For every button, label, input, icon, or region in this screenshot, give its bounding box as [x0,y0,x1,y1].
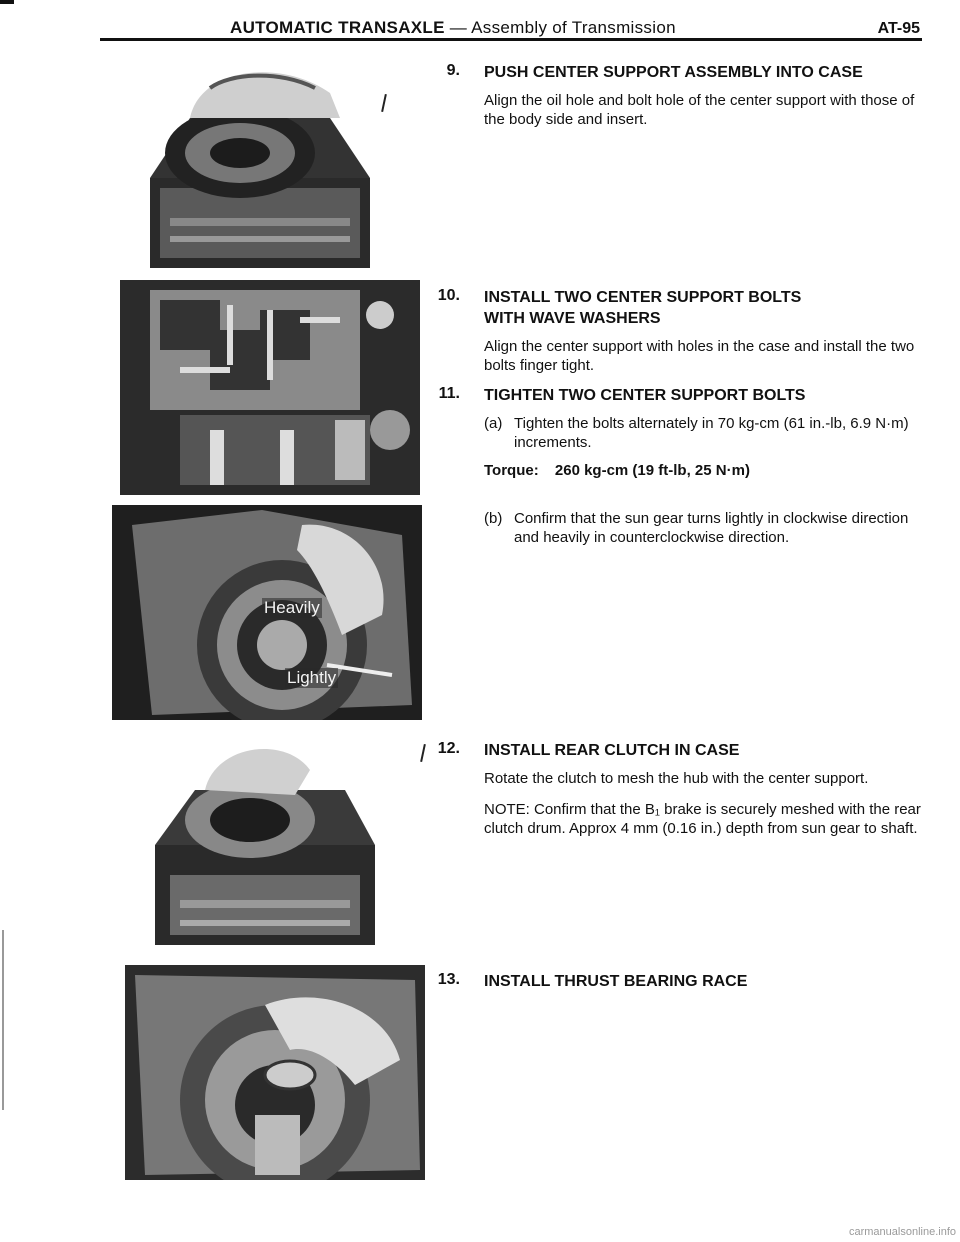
step-number: 10. [437,287,460,304]
step-9 [420,62,930,129]
header-rule [100,38,922,41]
photo-label-heavily: Heavily [264,598,320,617]
header-separator: — [449,18,468,37]
step-body: Rotate the clutch to mesh the hub with the center support. [484,770,869,787]
step-note: NOTE: Confirm that the B₁ brake is securely meshed with the rear clutch drum. Approx 4 mm (0.16 in.) depth from sun gear to shaft. [484,801,921,837]
step-number: 9. [446,62,460,79]
photo-center-support [130,58,380,268]
substep-label: (b) [484,510,503,527]
torque-spec [484,462,930,479]
header-title [230,18,676,38]
step-number: 11. [438,385,460,402]
header-section: AUTOMATIC TRANSAXLE [230,18,445,37]
step-number: 12. [437,740,460,757]
step-13 [420,971,930,992]
torque-value: 260 kg-cm (19 ft-lb, 25 N·m) [554,462,750,479]
photo-center-support-bolts [120,280,420,495]
footer-watermark: carmanualsonline.info [848,1226,956,1238]
photo-label-lightly: Lightly [287,668,337,687]
step-title: TIGHTEN TWO CENTER SUPPORT BOLTS [484,387,806,404]
step-number: 13. [437,971,460,988]
step-body: Align the oil hole and bolt hole of the center support with those of the body side and insert. [484,92,915,128]
torque-label: Torque: [484,462,539,479]
step-title: INSTALL REAR CLUTCH IN CASE [484,742,740,759]
substep-text: Confirm that the sun gear turns lightly in clockwise direction and heavily in counterclockwise direction. [514,510,909,546]
step-title: INSTALL TWO CENTER SUPPORT BOLTS WITH WAVE WASHERS [484,289,802,327]
substep-b [484,509,930,547]
substep-text: Tighten the bolts alternately in 70 kg-cm (61 in.-lb, 6.9 N·m) increments. [514,415,909,451]
corner-mark [0,0,14,4]
step-12 [420,740,930,838]
step-11 [420,385,930,547]
page-number: AT-95 [877,20,920,37]
header-subtitle: Assembly of Transmission [471,18,676,37]
pointer-mark [381,94,387,112]
photo-sun-gear-direction [112,505,422,720]
step-10 [420,287,930,375]
substep-a [484,414,930,452]
photo-rear-clutch [135,735,385,945]
substep-label: (a) [484,415,503,432]
margin-rule [2,930,4,1110]
photo-thrust-bearing-race [125,965,425,1180]
step-title: INSTALL THRUST BEARING RACE [484,973,748,990]
step-body: Align the center support with holes in the case and install the two bolts finger tight. [484,338,915,374]
step-title: PUSH CENTER SUPPORT ASSEMBLY INTO CASE [484,64,863,81]
